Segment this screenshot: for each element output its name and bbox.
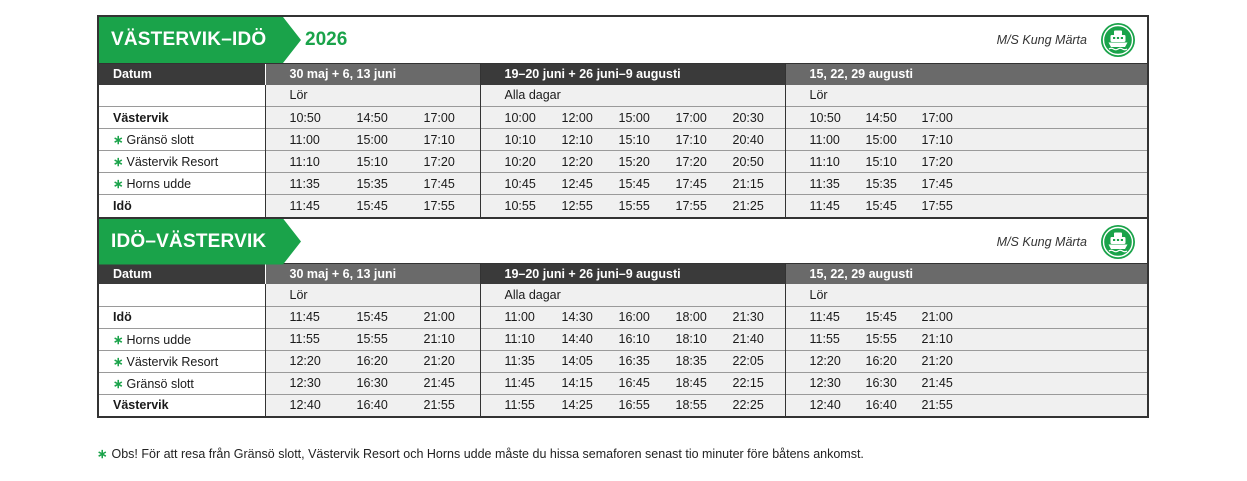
timetable-year: 2026	[305, 29, 348, 50]
departure-time: 17:00	[921, 110, 953, 125]
period-header: 15, 22, 29 augusti	[785, 263, 1147, 284]
ship-icon	[1101, 225, 1135, 259]
days-label: Alla dagar	[480, 85, 785, 107]
departure-time: 12:30	[809, 376, 841, 390]
departure-time: 11:45	[289, 198, 320, 213]
departure-time: 21:55	[423, 398, 455, 413]
departure-time: 15:55	[618, 198, 650, 213]
period-header: 19–20 juni + 26 juni–9 augusti	[480, 64, 785, 85]
departure-time: 15:55	[356, 332, 388, 346]
period-header: 15, 22, 29 augusti	[785, 64, 1147, 85]
departure-time: 15:10	[356, 154, 388, 169]
departure-time: 21:20	[921, 354, 953, 368]
departure-time: 21:10	[921, 332, 953, 346]
table-row	[99, 328, 1147, 350]
departure-times	[785, 372, 1147, 394]
departure-time: 11:10	[809, 154, 840, 169]
table-row	[99, 350, 1147, 372]
departure-times	[265, 306, 480, 328]
departure-time: 21:40	[732, 332, 764, 346]
departure-time: 16:40	[356, 398, 388, 413]
departure-times	[785, 394, 1147, 416]
days-label: Alla dagar	[480, 284, 785, 306]
departure-time: 15:10	[865, 154, 897, 169]
departure-time: 10:45	[504, 176, 536, 191]
departure-time: 17:55	[675, 198, 707, 213]
stop-name	[99, 306, 265, 328]
departure-time: 17:10	[675, 132, 707, 147]
departure-time: 15:00	[356, 132, 388, 147]
departure-time: 17:20	[921, 154, 953, 169]
departure-time: 11:00	[809, 132, 840, 147]
stop-name	[99, 151, 265, 173]
departure-time: 20:50	[732, 154, 764, 169]
departure-time: 16:20	[356, 354, 388, 368]
period-header: 30 maj + 6, 13 juni	[265, 64, 480, 85]
departure-time: 21:20	[423, 354, 455, 368]
departure-time: 12:00	[561, 110, 593, 125]
request-stop-marker: ∗	[113, 133, 124, 147]
timetable	[97, 15, 1149, 418]
departure-time: 21:45	[423, 376, 455, 390]
departure-time: 20:40	[732, 132, 764, 147]
departure-time: 17:00	[423, 110, 455, 125]
departure-time: 22:05	[732, 354, 764, 368]
departure-times	[785, 350, 1147, 372]
departure-time: 14:30	[561, 310, 593, 324]
stop-label: Västervik	[113, 110, 169, 125]
footnote-text: Obs! För att resa från Gränsö slott, Västervik Resort och Horns udde måste du hissa semaforen senast tio minuter före båtens ankomst.	[111, 447, 864, 461]
departure-times	[265, 173, 480, 195]
departure-time: 11:45	[289, 310, 320, 324]
request-stop-marker: ∗	[113, 155, 124, 169]
departure-time: 15:10	[618, 132, 650, 147]
departure-time: 12:45	[561, 176, 593, 191]
stop-name	[99, 372, 265, 394]
section-header-outbound	[99, 17, 1147, 63]
stop-name	[99, 195, 265, 217]
departure-time: 12:20	[809, 354, 841, 368]
footnote	[97, 446, 864, 461]
table-header-row	[99, 64, 1147, 85]
departure-time: 14:40	[561, 332, 593, 346]
departure-time: 15:35	[865, 176, 897, 191]
departure-times	[265, 394, 480, 416]
departure-time: 16:00	[618, 310, 650, 324]
route-title: VÄSTERVIK–IDÖ	[111, 29, 267, 50]
days-row	[99, 284, 1147, 306]
departure-time: 16:30	[865, 376, 897, 390]
departure-time: 17:20	[675, 154, 707, 169]
departure-time: 15:00	[865, 132, 897, 147]
departure-times	[265, 151, 480, 173]
departure-time: 18:45	[675, 376, 707, 390]
days-label: Lör	[785, 85, 1147, 107]
departure-times	[480, 350, 785, 372]
departure-time: 16:30	[356, 376, 388, 390]
departure-times	[785, 107, 1147, 129]
table-row	[99, 173, 1147, 195]
stop-label: Västervik Resort	[126, 354, 219, 369]
departure-times	[265, 328, 480, 350]
departure-time: 15:00	[618, 110, 650, 125]
schedule-table-outbound	[99, 63, 1147, 217]
departure-times	[785, 195, 1147, 217]
departure-time: 11:10	[504, 332, 535, 346]
departure-time: 11:35	[504, 354, 535, 368]
departure-time: 17:10	[921, 132, 953, 147]
departure-time: 21:10	[423, 332, 455, 346]
request-stop-marker: ∗	[113, 354, 124, 369]
days-label: Lör	[265, 284, 480, 306]
stop-label: Västervik Resort	[126, 155, 219, 169]
stop-label: Idö	[113, 310, 132, 324]
departure-time: 10:50	[289, 110, 321, 125]
departure-time: 16:45	[618, 376, 650, 390]
departure-time: 16:35	[618, 354, 650, 368]
departure-time: 16:10	[618, 332, 650, 346]
departure-times	[480, 129, 785, 151]
stop-name	[99, 129, 265, 151]
departure-time: 15:45	[356, 310, 388, 324]
departure-times	[265, 372, 480, 394]
stop-label: Gränsö slott	[126, 133, 194, 147]
departure-time: 17:00	[675, 110, 707, 125]
stop-name	[99, 394, 265, 416]
departure-time: 11:35	[809, 176, 840, 191]
departure-time: 16:20	[865, 354, 897, 368]
departure-time: 11:45	[809, 310, 840, 324]
departure-time: 21:30	[732, 310, 764, 324]
departure-times	[265, 129, 480, 151]
departure-times	[785, 129, 1147, 151]
departure-times	[480, 195, 785, 217]
departure-time: 17:45	[675, 176, 707, 191]
departure-time: 16:55	[618, 398, 650, 413]
stop-name	[99, 350, 265, 372]
departure-time: 14:25	[561, 398, 593, 413]
departure-time: 17:55	[423, 198, 455, 213]
departure-time: 11:00	[504, 310, 535, 324]
stop-name	[99, 173, 265, 195]
request-stop-marker: ∗	[113, 177, 124, 191]
departure-times	[480, 173, 785, 195]
table-row	[99, 129, 1147, 151]
departure-time: 10:20	[504, 154, 536, 169]
departure-time: 12:30	[289, 376, 321, 390]
departure-time: 18:10	[675, 332, 707, 346]
departure-time: 11:55	[809, 332, 840, 346]
days-label: Lör	[785, 284, 1147, 306]
departure-time: 21:00	[423, 310, 455, 324]
departure-times	[265, 107, 480, 129]
schedule-table-return	[99, 263, 1147, 417]
departure-times	[480, 151, 785, 173]
table-row	[99, 107, 1147, 129]
stop-name	[99, 107, 265, 129]
departure-times	[480, 328, 785, 350]
departure-time: 11:00	[289, 132, 320, 147]
departure-time: 18:55	[675, 398, 707, 413]
departure-time: 11:55	[504, 398, 535, 413]
departure-time: 10:50	[809, 110, 841, 125]
departure-time: 21:25	[732, 198, 764, 213]
departure-time: 14:50	[865, 110, 897, 125]
stop-label: Idö	[113, 198, 132, 213]
stop-name	[99, 328, 265, 350]
days-label: Lör	[265, 85, 480, 107]
departure-time: 12:20	[289, 354, 321, 368]
departure-time: 12:20	[561, 154, 593, 169]
departure-time: 15:20	[618, 154, 650, 169]
departure-time: 21:00	[921, 310, 953, 324]
departure-time: 14:50	[356, 110, 388, 125]
departure-time: 11:55	[289, 332, 320, 346]
departure-time: 11:10	[289, 154, 320, 169]
departure-time: 12:55	[561, 198, 593, 213]
departure-time: 12:10	[561, 132, 593, 147]
departure-time: 15:45	[865, 198, 897, 213]
departure-time: 21:45	[921, 376, 953, 390]
departure-time: 18:35	[675, 354, 707, 368]
departure-time: 12:40	[809, 398, 841, 413]
departure-time: 22:15	[732, 376, 764, 390]
departure-times	[480, 372, 785, 394]
departure-time: 17:45	[921, 176, 953, 191]
departure-times	[785, 151, 1147, 173]
vessel-name: M/S Kung Märta	[996, 33, 1087, 47]
departure-time: 15:45	[865, 310, 897, 324]
departure-time: 17:20	[423, 154, 455, 169]
departure-times	[480, 394, 785, 416]
departure-time: 21:15	[732, 176, 764, 191]
departure-time: 21:55	[921, 398, 953, 413]
stop-label: Gränsö slott	[126, 376, 194, 391]
departure-time: 15:45	[356, 198, 388, 213]
departure-times	[480, 107, 785, 129]
departure-time: 22:25	[732, 398, 764, 413]
departure-time: 15:55	[865, 332, 897, 346]
stop-label: Horns udde	[126, 332, 192, 347]
period-header: 30 maj + 6, 13 juni	[265, 263, 480, 284]
date-header: Datum	[99, 64, 265, 85]
departure-time: 16:40	[865, 398, 897, 413]
departure-time: 10:55	[504, 198, 536, 213]
departure-time: 17:55	[921, 198, 953, 213]
vessel-name: M/S Kung Märta	[996, 234, 1087, 249]
departure-time: 17:10	[423, 132, 455, 147]
stop-label: Västervik	[113, 398, 169, 413]
table-row	[99, 151, 1147, 173]
departure-time: 10:10	[504, 132, 536, 147]
request-stop-marker: ∗	[113, 332, 124, 347]
departure-time: 11:35	[289, 176, 320, 191]
stop-label: Horns udde	[126, 177, 192, 191]
departure-times	[265, 350, 480, 372]
departure-time: 12:40	[289, 398, 321, 413]
departure-time: 11:45	[809, 198, 840, 213]
ship-icon	[1101, 23, 1135, 57]
departure-times	[785, 328, 1147, 350]
request-stop-marker: ∗	[97, 447, 108, 461]
departure-time: 11:45	[504, 376, 535, 390]
departure-time: 14:05	[561, 354, 593, 368]
departure-time: 15:45	[618, 176, 650, 191]
departure-time: 17:45	[423, 176, 455, 191]
departure-time: 10:00	[504, 110, 536, 125]
table-row	[99, 372, 1147, 394]
table-header-row	[99, 263, 1147, 284]
request-stop-marker: ∗	[113, 376, 124, 391]
departure-time: 14:15	[561, 376, 593, 390]
period-header: 19–20 juni + 26 juni–9 augusti	[480, 263, 785, 284]
departure-times	[480, 306, 785, 328]
table-row	[99, 195, 1147, 217]
departure-time: 18:00	[675, 310, 707, 324]
days-row	[99, 85, 1147, 107]
section-header-return	[99, 217, 1147, 263]
departure-times	[785, 306, 1147, 328]
departure-time: 15:35	[356, 176, 388, 191]
departure-times	[785, 173, 1147, 195]
table-row	[99, 394, 1147, 416]
departure-times	[265, 195, 480, 217]
date-header: Datum	[99, 263, 265, 284]
departure-time: 20:30	[732, 110, 764, 125]
route-title: IDÖ–VÄSTERVIK	[111, 230, 267, 252]
table-row	[99, 306, 1147, 328]
